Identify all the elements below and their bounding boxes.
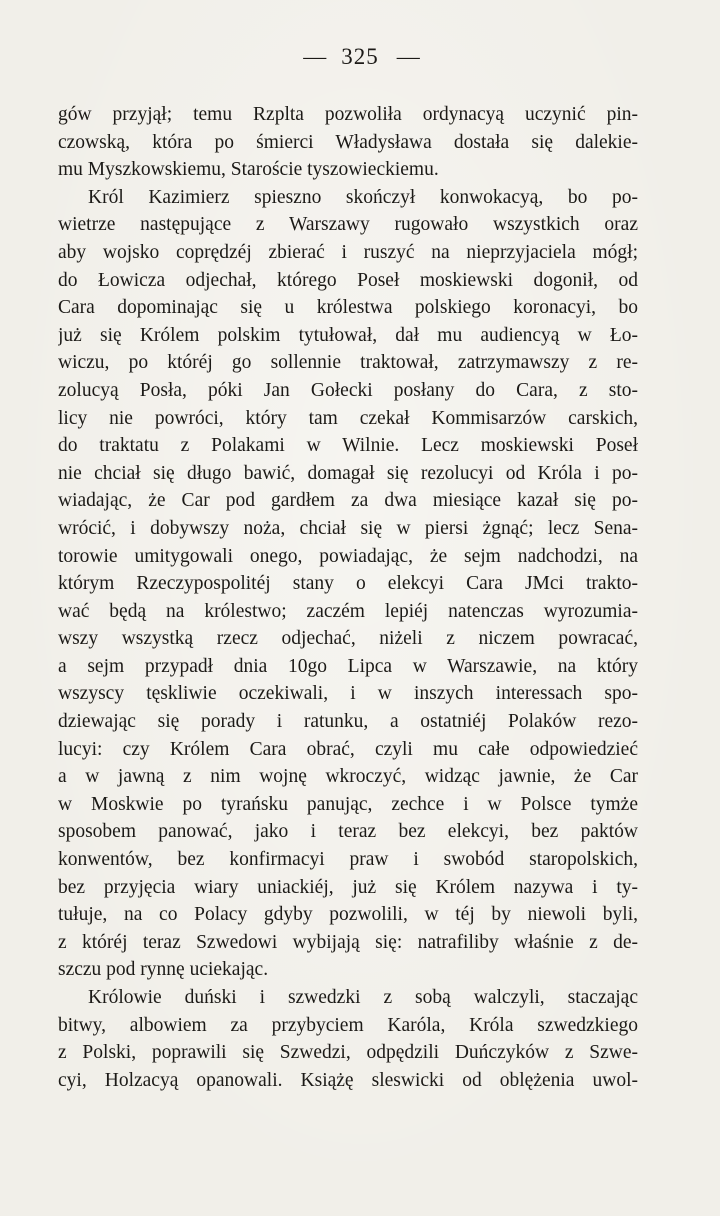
text-line: wietrze następujące z Warszawy rugowało wszystkich oraz: [58, 214, 638, 236]
text-line: szczu pod rynnę uciekając.: [58, 959, 269, 981]
text-line: Cara dopominając się u królestwa polskiego koronacyi, bo: [58, 297, 638, 319]
text-line: czowską, która po śmierci Władysława dostała się dalekie-: [58, 131, 638, 153]
text-line: do traktatu z Polakami w Wilnie. Lecz moskiewski Poseł: [58, 435, 638, 457]
text-line: zolucyą Posła, póki Jan Gołecki posłany do Cara, z sto-: [58, 379, 638, 401]
page-header: [0, 44, 720, 70]
text-line: lucyi: czy Królem Cara obrać, czyli mu całe odpowiedzieć: [58, 738, 638, 760]
text-line: bez przyjęcia wiary uniackiéj, już się Królem nazywa i ty-: [58, 876, 638, 898]
text-line: wszyscy tęskliwie oczekiwali, i w inszych interessach spo-: [58, 683, 638, 705]
text-line: dziewając się porady i ratunku, a ostatniéj Polaków rezo-: [58, 711, 638, 733]
text-line: cyi, Holzacyą opanowali. Książę sleswicki od oblężenia uwol-: [58, 1069, 638, 1091]
text-line: wiczu, po któréj go sollennie traktował, zatrzymawszy z re-: [58, 352, 638, 374]
text-line: torowie umitygowali onego, powiadając, że sejm nadchodzi, na: [58, 545, 638, 567]
text-line: Królowie duński i szwedzki z sobą walczyli, staczając: [88, 987, 638, 1008]
body-text: [58, 101, 638, 1094]
text-line: a w jawną z nim wojnę wkroczyć, widząc jawnie, że Car: [58, 766, 638, 788]
text-line: w Moskwie po tyrańsku panując, zechce i w Polsce tymże: [58, 793, 638, 815]
text-line: już się Królem polskim tytułował, dał mu audiencyą w Ło-: [58, 324, 638, 346]
text-line: z któréj teraz Szwedowi wybijają się: natrafiliby właśnie z de-: [58, 931, 638, 953]
page-number: 325: [341, 44, 379, 69]
text-line: gów przyjął; temu Rzplta pozwoliła ordynacyą uczynić pin-: [58, 104, 638, 125]
text-line: którym Rzeczypospolitéj stany o elekcyi Cara JMci trakto-: [58, 573, 638, 595]
text-line: bitwy, albowiem za przybyciem Karóla, Króla szwedzkiego: [58, 1014, 638, 1036]
text-line: z Polski, poprawili się Szwedzi, odpędzili Duńczyków z Szwe-: [58, 1042, 638, 1064]
text-line: konwentów, bez konfirmacyi praw i swobód staropolskich,: [58, 849, 638, 871]
text-line: nie chciał się długo bawić, domagał się rezolucyi od Króla i po-: [58, 462, 638, 484]
text-line: wać będą na królestwo; zaczém lepiéj natenczas wyrozumia-: [58, 600, 638, 622]
text-line: mu Myszkowskiemu, Staroście tyszowieckiemu.: [58, 159, 439, 181]
text-line: sposobem panować, jako i teraz bez elekcyi, bez paktów: [58, 821, 638, 843]
text-line: licy nie powróci, który tam czekał Kommisarzów carskich,: [58, 407, 638, 429]
text-line: a sejm przypadł dnia 10go Lipca w Warszawie, na który: [58, 655, 638, 677]
text-line: aby wojsko coprędzéj zbierać i ruszyć na nieprzyjaciela mógł;: [58, 241, 638, 263]
header-dash-left: —: [303, 44, 328, 69]
text-line: wrócić, i dobywszy noża, chciał się w piersi żgnąć; lecz Sena-: [58, 517, 638, 539]
text-line: wiadając, że Car pod gardłem za dwa miesiące kazał się po-: [58, 490, 638, 512]
text-line: Król Kazimierz spieszno skończył konwokacyą, bo po-: [88, 186, 638, 208]
text-line: tułuje, na co Polacy gdyby pozwolili, w téj by niewoli byli,: [58, 904, 638, 926]
header-dash-right: —: [396, 44, 421, 69]
text-line: wszy wszystką rzecz odjechać, niżeli z niczem powracać,: [58, 628, 638, 650]
text-line: do Łowicza odjechał, którego Poseł moskiewski dogonił, od: [58, 269, 638, 291]
